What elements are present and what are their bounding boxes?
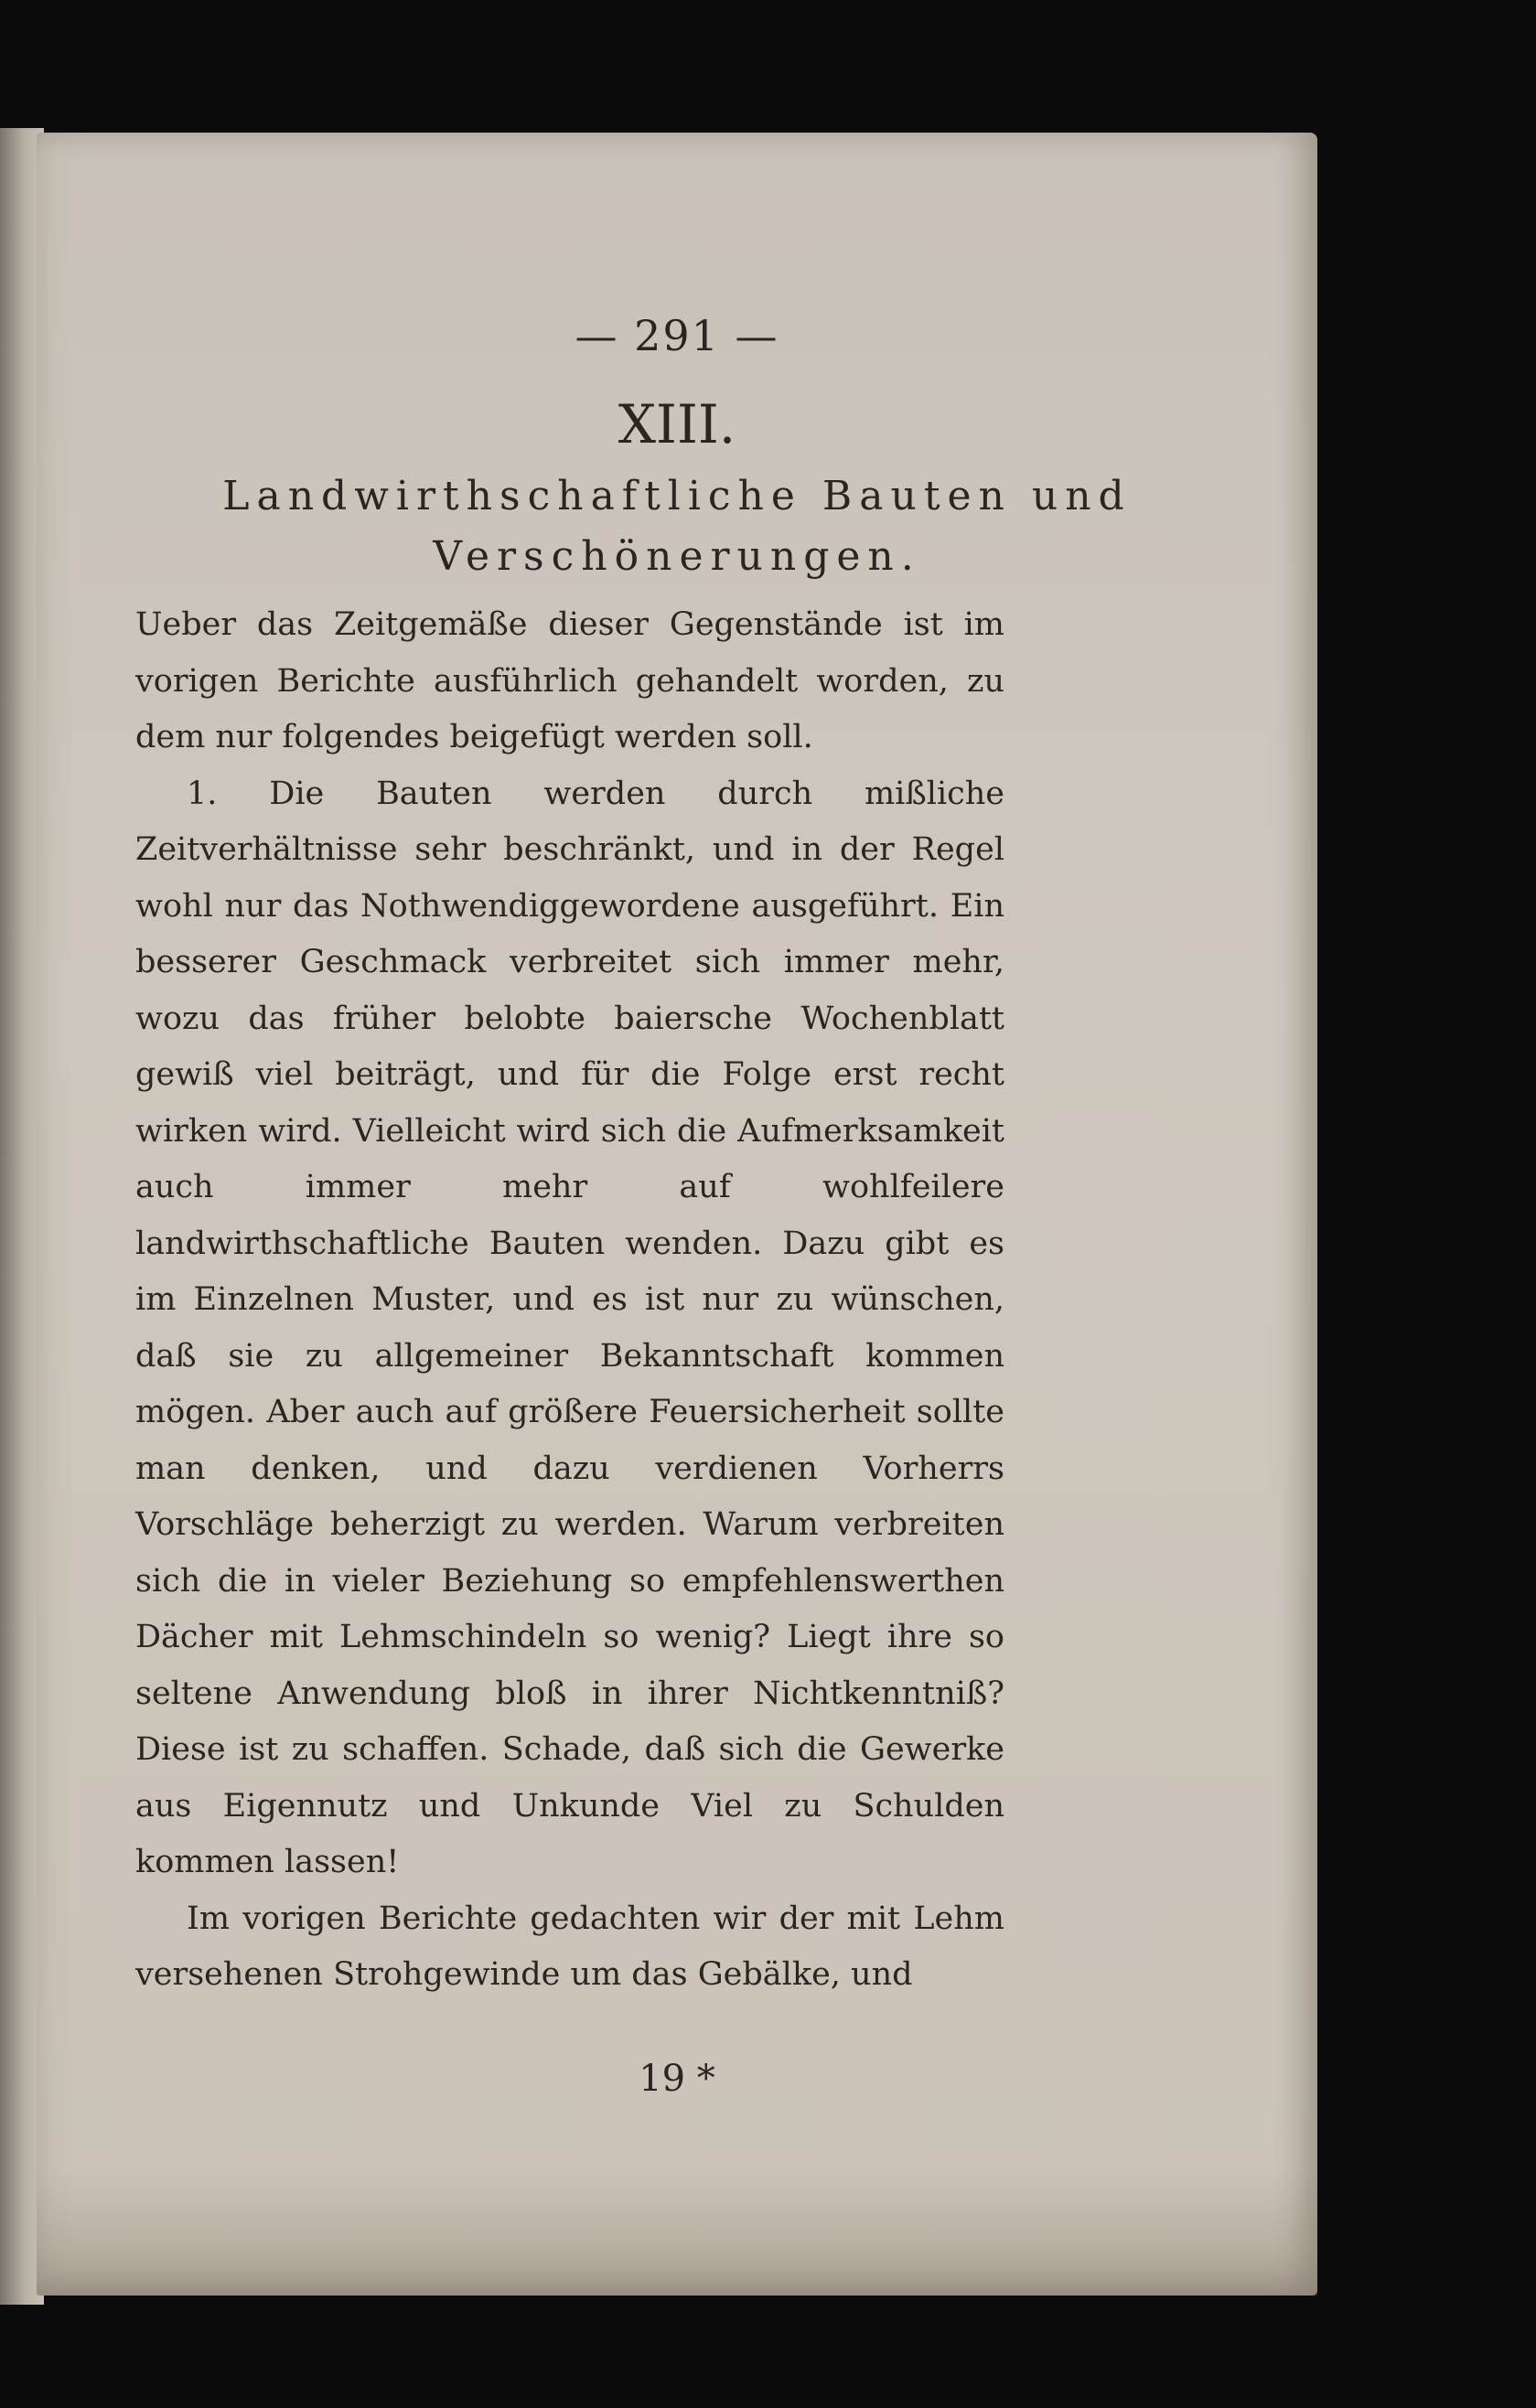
book-page bbox=[37, 133, 1317, 2296]
chapter-heading bbox=[37, 466, 1317, 587]
chapter-number: XIII. bbox=[618, 393, 736, 455]
paragraph-2: 1. Die Bauten werden durch mißliche Zeitverhältnisse sehr beschränkt, und in der Regel wohl nur das Nothwendiggewordene ausgeführt. Ein besserer Geschmack verbreitet sich immer mehr, wozu das früher belobte baiersche Wochenblatt gewiß viel beiträgt, und für die Folge erst recht wirken wird. Vielleicht wird sich die Aufmerksamkeit auch immer mehr auf wohlfeilere landwirthschaftliche Bauten wenden. Dazu gibt es im Einzelnen Muster, und es ist nur zu wünschen, daß sie zu allgemeiner Bekanntschaft kommen mögen. Aber auch auf größere Feuersicherheit sollte man denken, und dazu verdienen Vorherrs Vorschläge beherzigt zu werden. Warum verbreiten sich die in vieler Beziehung so empfehlenswerthen Dächer mit Lehmschindeln so wenig? Liegt ihre so seltene Anwendung bloß in ihrer Nichtkenntniß? Diese ist zu schaffen. Schade, daß sich die Gewerke aus Eigennutz und Unkunde Viel zu Schulden kommen lassen! bbox=[135, 775, 1004, 1880]
paragraph-1: Ueber das Zeitgemäße dieser Gegenstände ist im vorigen Berichte ausführlich gehandelt worden, zu dem nur folgendes beigefügt werden soll. bbox=[135, 606, 1004, 755]
body-text bbox=[135, 597, 1004, 2004]
heading-line-1: Landwirthschaftliche Bauten und bbox=[222, 473, 1132, 519]
paragraph-3: Im vorigen Berichte gedachten wir der mit Lehm versehenen Strohgewinde um das Gebälke, und bbox=[135, 1900, 1004, 1993]
heading-line-2: Verschönerungen. bbox=[433, 533, 921, 580]
signature-mark: 19 * bbox=[639, 2058, 715, 2100]
page-number: — 291 — bbox=[575, 311, 779, 360]
